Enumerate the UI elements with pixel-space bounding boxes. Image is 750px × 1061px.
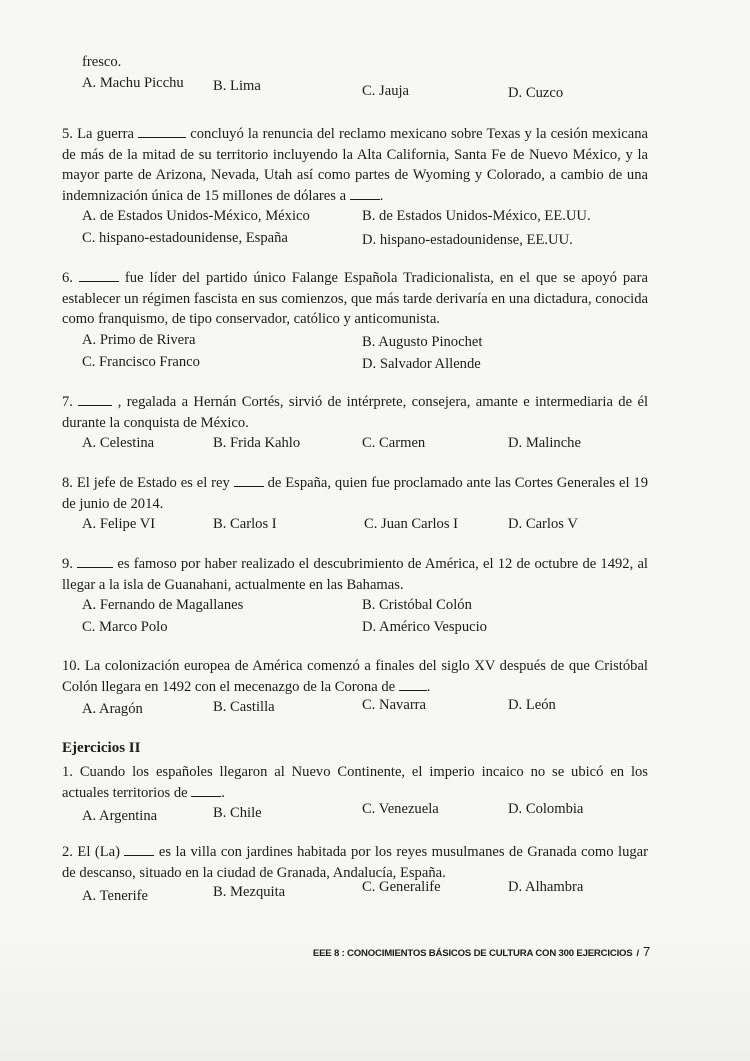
question-stem: , regalada a Hernán Cortés, sirvió de intérprete, consejera, amante e intermediaria de él durante la conquista de México. xyxy=(62,394,648,431)
option-c: C. Juan Carlos I xyxy=(364,516,459,532)
option-d: D. Cuzco xyxy=(508,84,564,101)
option-c: C. Navarra xyxy=(362,697,427,713)
exercise-1 xyxy=(62,762,648,825)
option-d: D. León xyxy=(508,697,556,713)
page-footer xyxy=(313,944,650,959)
answer-blank xyxy=(79,268,119,282)
section-title: Ejercicios II xyxy=(62,740,141,756)
option-d: D. Malinche xyxy=(508,435,581,451)
option-b: B. Augusto Pinochet xyxy=(362,333,483,350)
options-row xyxy=(62,433,648,455)
options-row xyxy=(62,617,648,639)
option-d: D. Carlos V xyxy=(508,516,578,532)
question-number: 1. xyxy=(62,764,73,780)
question-stem: fresco. xyxy=(82,54,122,70)
answer-blank xyxy=(191,783,221,797)
option-b: B. Castilla xyxy=(213,699,275,715)
options-row xyxy=(62,330,648,352)
option-d: D. Salvador Allende xyxy=(362,355,481,372)
question-stem: de España, quien fue proclamado ante las Cortes Generales el 19 de junio de 2014. xyxy=(62,475,648,512)
options-row xyxy=(62,514,648,536)
question-number: 2. xyxy=(62,844,73,860)
question-number: 5. xyxy=(62,126,73,142)
footer-title: EEE 8 : CONOCIMIENTOS BÁSICOS DE CULTURA CON 300 EJERCICIOS xyxy=(312,948,633,959)
option-b: B. Mezquita xyxy=(213,884,286,900)
options-row xyxy=(62,228,648,250)
question-stem-end: . xyxy=(426,678,431,695)
option-a: A. Machu Picchu xyxy=(82,74,184,91)
question-number: 9. xyxy=(62,556,73,572)
question-6 xyxy=(62,268,648,374)
question-stem: fue líder del partido único Falange Española Tradicionalista, en el que se apoyó para establecer un régimen fascista en sus comienzos, que más tarde derivaría en una dictadura, conocida como franquismo, de tipo conservador, católico y anticomunista. xyxy=(62,270,648,327)
question-7 xyxy=(62,392,648,455)
footer-separator: / xyxy=(636,948,639,959)
option-a: A. Felipe VI xyxy=(82,516,156,532)
option-d: D. Alhambra xyxy=(508,879,584,895)
options-row xyxy=(62,73,648,101)
answer-blank xyxy=(234,473,264,487)
option-c: C. Generalife xyxy=(362,879,441,895)
option-c: C. hispano-estadounidense, España xyxy=(82,230,288,246)
answer-blank xyxy=(350,186,380,200)
option-c: C. Venezuela xyxy=(362,801,439,817)
options-row xyxy=(62,352,648,374)
option-b: B. Carlos I xyxy=(213,516,277,532)
question-5 xyxy=(62,124,648,250)
option-a: A. de Estados Unidos-México, México xyxy=(82,208,310,224)
options-row xyxy=(62,595,648,617)
answer-blank xyxy=(399,677,427,691)
option-a: A. Argentina xyxy=(82,808,158,824)
question-stem-start: El jefe de Estado es el rey xyxy=(76,475,230,491)
option-c: C. Francisco Franco xyxy=(82,353,200,370)
option-d: D. Américo Vespucio xyxy=(362,619,487,635)
scan-shade xyxy=(0,920,750,1061)
option-a: A. Celestina xyxy=(82,435,155,451)
option-a: A. Fernando de Magallanes xyxy=(82,597,244,613)
option-c: C. Carmen xyxy=(362,435,426,451)
answer-blank xyxy=(77,554,113,568)
option-b: B. Frida Kahlo xyxy=(213,435,301,451)
question-10 xyxy=(62,656,648,719)
answer-blank xyxy=(138,124,186,138)
option-a: A. Tenerife xyxy=(82,888,148,904)
option-b: B. de Estados Unidos-México, EE.UU. xyxy=(362,208,591,224)
option-c: C. Marco Polo xyxy=(82,619,168,635)
question-stem-start: El (La) xyxy=(77,844,120,860)
option-c: C. Jauja xyxy=(362,82,410,99)
options-row xyxy=(62,803,648,825)
answer-blank xyxy=(78,392,112,406)
question-stem-end: . xyxy=(221,784,225,801)
question-stem: concluyó la renuncia del reclamo mexicano sobre Texas y la cesión mexicana de más de la mitad de su territorio incluyendo la Alta California, Santa Fe de Nuevo México, y la mayor parte de Arizona, Nevada, Utah así como partes de Wyoming y Colorado, a cambio de una indemnización única de 15 millones de dólares a xyxy=(62,126,648,204)
option-d: D. Colombia xyxy=(508,801,584,817)
option-b: B. Lima xyxy=(213,77,261,94)
exercise-2 xyxy=(62,842,648,905)
option-d: D. hispano-estadounidense, EE.UU. xyxy=(362,232,573,248)
option-a: A. Primo de Rivera xyxy=(82,331,196,348)
option-b: B. Chile xyxy=(213,805,262,821)
question-number: 10. xyxy=(62,658,81,674)
option-a: A. Aragón xyxy=(82,701,143,717)
question-stem-end: . xyxy=(379,187,384,204)
question-stem-start: La guerra xyxy=(77,126,134,142)
question-stem: Cuando los españoles llegaron al Nuevo Continente, el imperio incaico no se ubicó en los actuales territorios de xyxy=(62,764,648,801)
question-stem: es famoso por haber realizado el descubrimiento de América, el 12 de octubre de 1492, al llegar a la isla de Guanahani, actualmente en las Bahamas. xyxy=(62,556,648,593)
question-4 xyxy=(62,52,648,101)
question-8 xyxy=(62,473,648,536)
question-number: 8. xyxy=(62,475,73,491)
question-number: 6. xyxy=(62,270,73,286)
question-stem: es la villa con jardines habitada por los reyes musulmanes de Granada como lugar de descanso, situado en la ciudad de Granada, Andalucía, España. xyxy=(62,844,649,881)
options-row xyxy=(62,697,648,719)
page-number: 7 xyxy=(642,944,650,959)
options-row xyxy=(62,206,648,228)
question-9 xyxy=(62,554,648,639)
options-row xyxy=(62,879,648,905)
answer-blank xyxy=(124,842,154,856)
question-stem: La colonización europea de América comenzó a finales del siglo XV después de que Cristóbal Colón llegara en 1492 con el mecenazgo de la Corona de xyxy=(62,658,648,695)
option-b: B. Cristóbal Colón xyxy=(362,597,472,613)
question-number: 7. xyxy=(62,394,73,410)
